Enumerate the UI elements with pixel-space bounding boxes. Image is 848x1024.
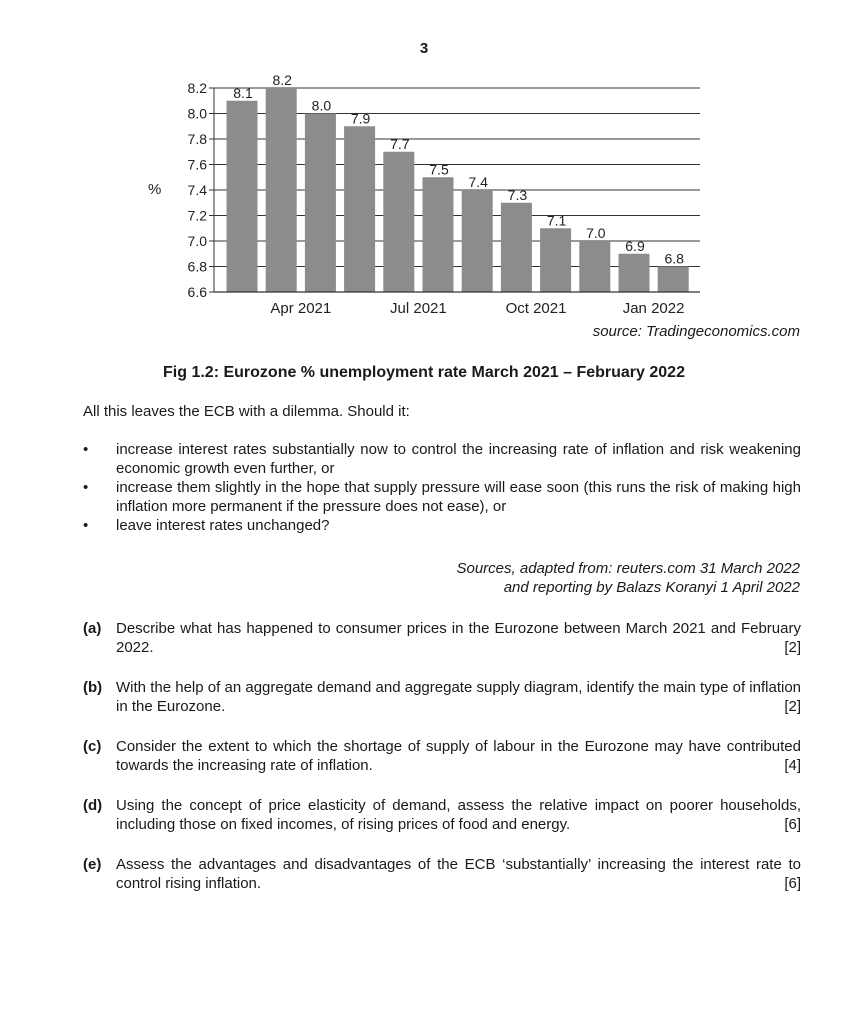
sources-line-1: Sources, adapted from: reuters.com 31 March 2022	[456, 560, 800, 577]
question-marks: [6]	[784, 875, 801, 892]
question-label: (e)	[83, 856, 102, 873]
bar	[540, 228, 571, 292]
question-label: (c)	[83, 738, 102, 755]
question-text: Using the concept of price elasticity of demand, assess the relative impact on poorer households, including those on fixed incomes, of rising prices of food and energy.	[116, 797, 801, 833]
bar	[344, 126, 375, 292]
question-b	[83, 678, 801, 716]
x-tick-label: Jan 2022	[622, 300, 685, 317]
figure-caption: Fig 1.2: Eurozone % unemployment rate March 2021 – February 2022	[163, 364, 685, 381]
sources-line-2: and reporting by Balazs Koranyi 1 April 2022	[503, 579, 800, 596]
question-marks: [4]	[784, 757, 801, 774]
sources-note	[456, 559, 800, 597]
bar	[501, 203, 532, 292]
x-tick-label: Jul 2021	[390, 300, 447, 317]
y-tick-label: 8.2	[187, 80, 207, 96]
data-label: 7.3	[507, 186, 528, 203]
option-item: • increase interest rates substantially now to control the increasing rate of inflation and risk weakening economic growth even further, or	[83, 440, 801, 478]
bar	[383, 152, 414, 292]
question-e	[83, 855, 801, 893]
question-label: (a)	[83, 620, 102, 637]
data-label: 7.5	[429, 161, 449, 178]
bar	[579, 241, 610, 292]
y-tick-label: 6.8	[187, 258, 207, 275]
y-tick-label: 7.6	[187, 156, 207, 173]
bar	[266, 88, 297, 292]
bar	[462, 190, 493, 292]
data-label: 6.8	[664, 250, 684, 267]
question-marks: [2]	[784, 639, 801, 656]
option-item: • increase them slightly in the hope that supply pressure will ease soon (this runs the risk of making high inflation more permanent if the pressure does not ease), or	[83, 478, 801, 516]
question-text: Describe what has happened to consumer prices in the Eurozone between March 2021 and February 2022.	[116, 620, 801, 656]
data-label: 8.0	[311, 97, 332, 114]
question-text: Consider the extent to which the shortage of supply of labour in the Eurozone may have contributed towards the increasing rate of inflation.	[116, 738, 801, 774]
y-tick-label: 7.4	[187, 182, 207, 198]
y-tick-label: 8.0	[187, 105, 207, 122]
y-tick-label: 7.8	[187, 131, 207, 147]
bar	[423, 177, 454, 292]
y-axis-label: %	[148, 181, 162, 198]
y-tick-label: 7.0	[187, 233, 207, 249]
bar	[619, 254, 650, 292]
question-a	[83, 619, 801, 657]
bar	[227, 101, 258, 292]
y-tick-label: 6.6	[187, 284, 207, 300]
question-d	[83, 796, 801, 834]
chart-source: source: Tradingeconomics.com	[592, 323, 800, 340]
data-label: 8.2	[272, 75, 292, 88]
data-label: 7.7	[390, 135, 410, 152]
question-text: Assess the advantages and disadvantages of the ECB ‘substantially’ increasing the interest rate to control rising inflation.	[116, 856, 801, 892]
page-number: 3	[419, 40, 429, 57]
x-tick-label: Apr 2021	[270, 300, 332, 317]
options-list	[83, 440, 801, 535]
bar	[305, 114, 336, 293]
data-label: 8.1	[233, 84, 253, 101]
question-label: (d)	[83, 797, 103, 814]
data-label: 7.1	[546, 212, 567, 229]
question-marks: [2]	[784, 698, 801, 715]
y-tick-label: 7.2	[187, 207, 207, 224]
question-text: With the help of an aggregate demand and aggregate supply diagram, identify the main type of inflation in the Eurozone.	[116, 679, 801, 715]
x-tick-label: Oct 2021	[505, 300, 567, 317]
question-marks: [6]	[784, 816, 801, 833]
data-label: 7.9	[350, 110, 371, 127]
unemployment-bar-chart	[130, 75, 710, 320]
question-label: (b)	[83, 679, 103, 696]
option-item: • leave interest rates unchanged?	[83, 516, 801, 535]
data-label: 6.9	[625, 237, 645, 254]
data-label: 7.4	[468, 174, 488, 190]
bar	[658, 267, 689, 293]
data-label: 7.0	[586, 225, 606, 241]
intro-text: All this leaves the ECB with a dilemma. Should it:	[83, 403, 410, 420]
question-c	[83, 737, 801, 775]
